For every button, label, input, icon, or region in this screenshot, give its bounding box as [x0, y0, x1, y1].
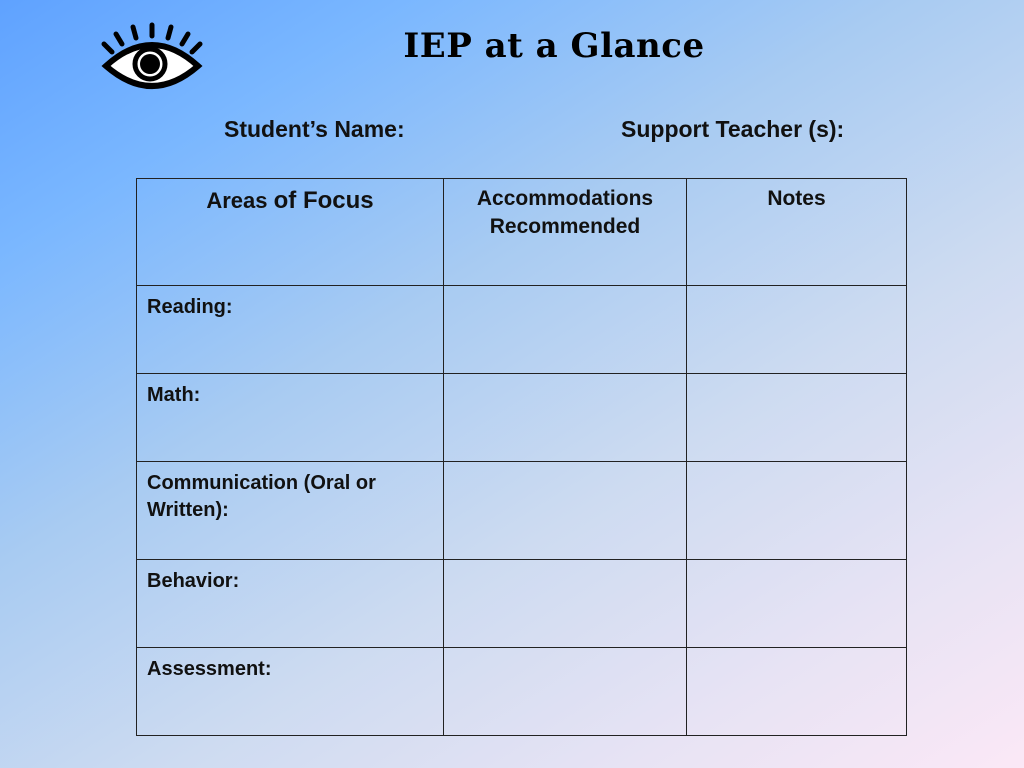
area-cell-reading: Reading: — [137, 286, 444, 374]
area-cell-communication: Communication (Oral or Written): — [137, 462, 444, 560]
student-name-label: Student’s Name: — [224, 116, 405, 142]
header-accommodations-line1: Accommodations — [476, 187, 654, 210]
header-notes: Notes — [687, 179, 907, 286]
notes-cell-communication[interactable] — [687, 462, 907, 560]
accommodations-cell-behavior[interactable] — [444, 560, 687, 648]
table-header-row — [137, 179, 907, 286]
iep-table — [136, 178, 907, 736]
notes-cell-assessment[interactable] — [687, 648, 907, 736]
table-row — [137, 560, 907, 648]
accommodations-cell-math[interactable] — [444, 374, 687, 462]
notes-cell-math[interactable] — [687, 374, 907, 462]
header-areas-word: Areas — [206, 188, 268, 213]
area-cell-math: Math: — [137, 374, 444, 462]
accommodations-cell-assessment[interactable] — [444, 648, 687, 736]
table-row — [137, 462, 907, 560]
notes-cell-behavior[interactable] — [687, 560, 907, 648]
support-teacher-label: Support Teacher (s): — [621, 116, 845, 142]
accommodations-cell-reading[interactable] — [444, 286, 687, 374]
table-row — [137, 286, 907, 374]
accommodations-cell-communication[interactable] — [444, 462, 687, 560]
header-of-focus-words: of Focus — [273, 187, 374, 214]
header-areas-of-focus — [137, 179, 444, 286]
table-row — [137, 648, 907, 736]
header-accommodations — [444, 179, 687, 286]
table-row — [137, 374, 907, 462]
area-cell-assessment: Assessment: — [137, 648, 444, 736]
header-accommodations-line2: Recommended — [489, 215, 641, 238]
page-title: IEP at a Glance — [403, 26, 705, 66]
area-cell-behavior: Behavior: — [137, 560, 444, 648]
notes-cell-reading[interactable] — [687, 286, 907, 374]
